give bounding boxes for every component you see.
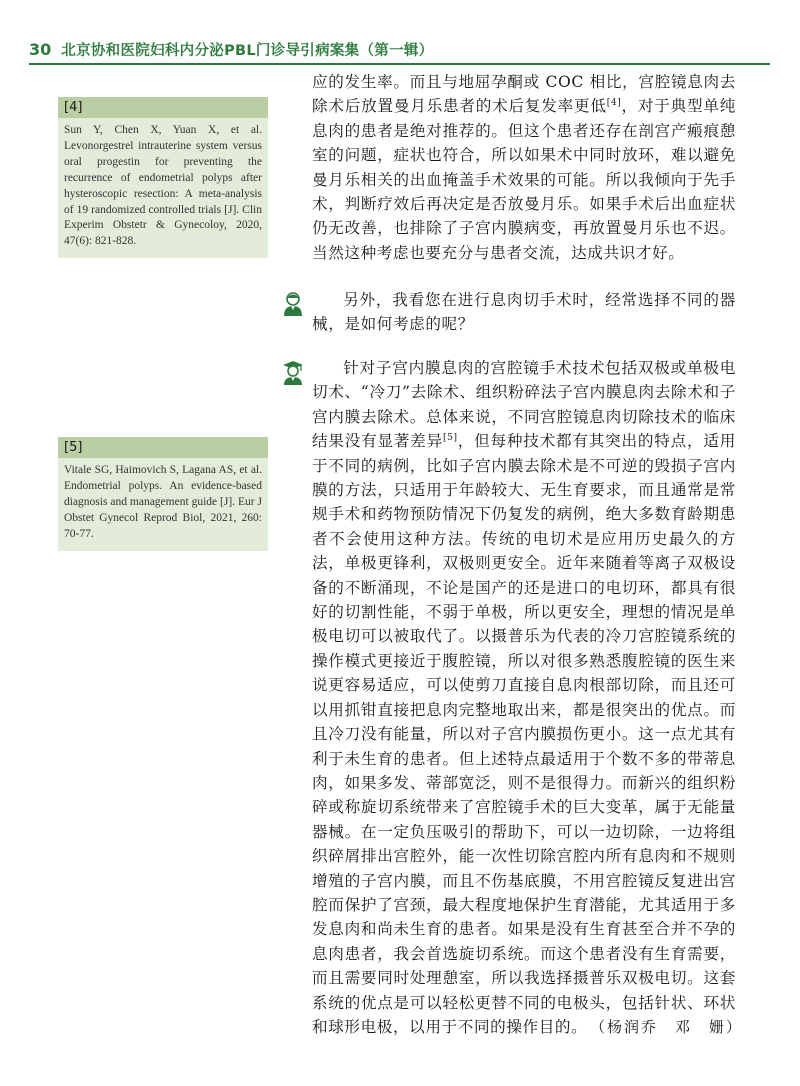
book-title: 北京协和医院妇科内分泌PBL门诊导引病案集（第一辑） <box>61 42 434 59</box>
reference-text: Sun Y, Chen X, Yuan X, et al. Levonorgestrel intrauterine system versus oral progestin for preventing the recurrence of endometrial polyps after hysteroscopic resection: A meta-analysis of 19 randomized controlled trials [J]. Clin Experim Obstetr & Gynecoloy, 2020, 47(6): 821-828. <box>64 124 262 248</box>
paragraph-text: 针对子宫内膜息肉的宫腔镜手术技术包括双极或单极电切术、“冷刀”去除术、组织粉碎法子宫内膜息肉去除术和子宫内膜去除术。总体来说，不同宫腔镜息肉切除技术的临床结果没有显著差异 <box>312 359 736 451</box>
doctor-answer <box>312 356 736 1039</box>
paragraph-text: ，对于典型单纯息肉的患者是绝对推荐的。但这个患者还存在剖宫产瘢痕憩室的问题，症状也符合，所以如果术中同时放环，难以避免曼月乐相关的出血掩盖手术效果的可能。所以我倾向于先手术，判断疗效后再决定是否放曼月乐。如果手术后出血症状仍无改善，也排除了子宫内膜病变，再放置曼月乐也不迟。当然这种考虑也要充分与患者交流，达成共识才好。 <box>312 97 736 262</box>
body-paragraph-continuation <box>312 70 736 265</box>
citation-mark: [4] <box>606 98 622 109</box>
paragraph-text: 应的发生率。而且与地屈孕酮或 COC 相比，宫腔镜息肉去除术后放置曼月乐患者的术后复发率更低 <box>312 73 736 116</box>
doctor-graduate-icon <box>282 360 304 386</box>
running-header <box>29 38 770 60</box>
reference-box-4 <box>58 97 268 258</box>
author-signature: （杨润乔 邓 姗） <box>590 1018 744 1036</box>
header-divider <box>29 63 770 65</box>
student-avatar-icon <box>282 291 304 317</box>
reference-box-5 <box>58 437 268 551</box>
paragraph-text: ，但每种技术都有其突出的特点，适用于不同的病例，比如子宫内膜去除术是不可逆的毁损子宫内膜的方法，只适用于年龄较大、无生育要求，而且通常是常规手术和药物预防情况下仍复发的病例，绝大多数育龄期患者不会使用这种方法。传统的电切术是应用历史最久的方法，单极更锋利，双极则更安全。近年来随着等离子双极设备的不断涌现，不论是国产的还是进口的电切环，都具有很好的切割性能，不弱于单极，所以更安全，理想的情况是单极电切可以被取代了。以摄普乐为代表的冷刀宫腔镜系统的操作模式更接近于腹腔镜，所以对很多熟悉腹腔镜的医生来说更容易适应，可以使剪刀直接自息肉根部切除，而且还可以用抓钳直接把息肉完整地取出来，都是很突出的优点。而且冷刀没有能量，所以对子宫内膜损伤更小。这一点尤其有利于未生育的患者。但上述特点最适用于个数不多的带蒂息肉，如果多发、蒂部宽泛，则不是很得力。而新兴的组织粉碎或称旋切系统带来了宫腔镜手术的巨大变革，属于无能量器械。在一定负压吸引的帮助下，可以一边切除，一边将组织碎屑排出宫腔外，能一次性切除宫腔内所有息肉和不规则增殖的子宫内膜，而且不伤基底膜，不用宫腔镜反复进出宫腔而保护了宫颈，最大程度地保护生育潜能，尤其适用于多发息肉和尚未生育的患者。如果是没有生育甚至合并不孕的息肉患者，我会首选旋切系统。而这个患者没有生育需要，而且需要同时处理憩室，所以我选择摄普乐双极电切。这套系统的优点是可以轻松更替不同的电极头，包括针状、环状和球形电极，以用于不同的操作目的。 <box>312 432 736 1036</box>
paragraph-text: 另外，我看您在进行息肉切手术时，经常选择不同的器械，是如何考虑的呢？ <box>312 291 736 334</box>
reference-text: Vitale SG, Haimovich S, Lagana AS, et al. Endometrial polyps. An evidence-based diagnosis and management guide [J]. Eur J Obstet Gynecol Reprod Biol, 2021, 260: 70-77. <box>64 464 262 540</box>
citation-mark: [5] <box>443 433 458 444</box>
reference-tag: [5] <box>58 437 268 458</box>
page-number: 30 <box>29 39 52 59</box>
student-question <box>312 288 736 337</box>
reference-tag: [4] <box>58 97 268 118</box>
